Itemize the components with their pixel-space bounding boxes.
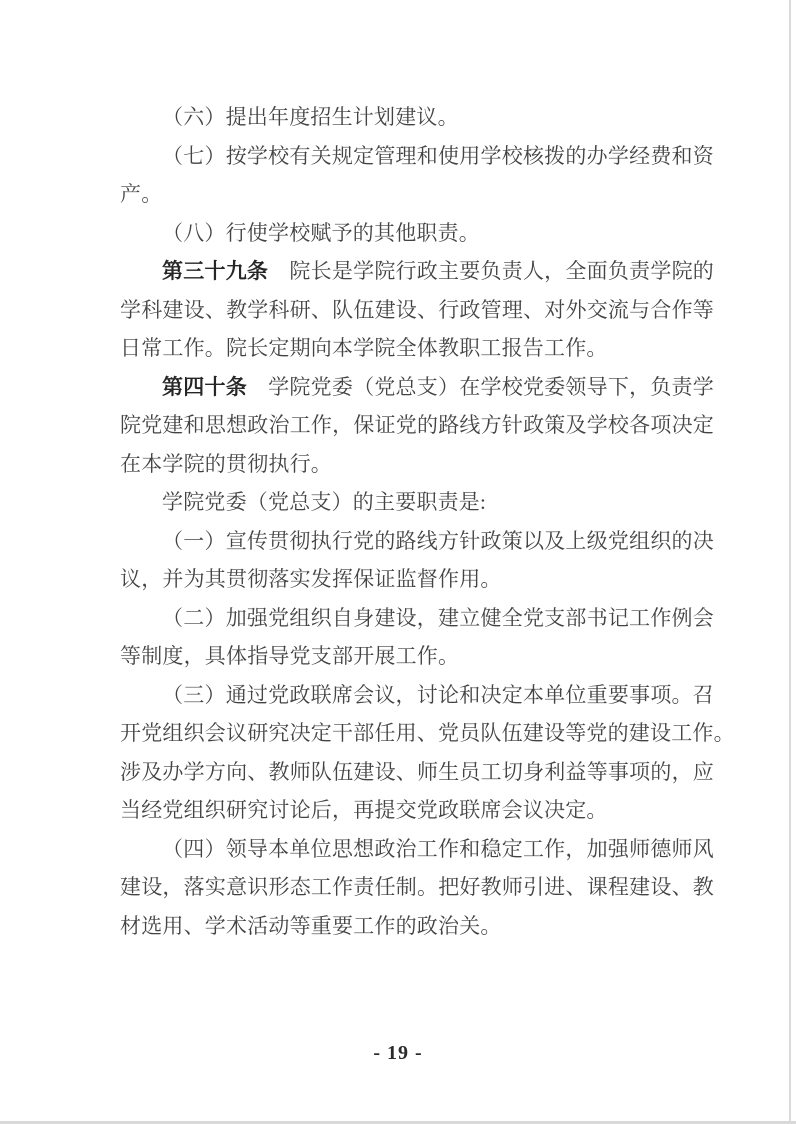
- article-number-heading: 第三十九条: [162, 259, 269, 283]
- text-line: [120, 98, 714, 137]
- text-segment: 在本学院的贯彻执行。: [120, 451, 332, 476]
- text-line: [120, 830, 714, 869]
- text-line: [120, 406, 714, 445]
- text-segment: （三）通过党政联席会议，讨论和决定本单位重要事项。召: [162, 682, 714, 707]
- text-line: [120, 175, 714, 214]
- text-line: [120, 791, 714, 830]
- text-line: [120, 714, 735, 753]
- text-line: [120, 291, 714, 330]
- text-segment: 日常工作。院长定期向本学院全体教职工报告工作。: [120, 336, 608, 360]
- text-line: [120, 329, 714, 368]
- text-segment: 涉及办学方向、教师队伍建设、师生员工切身利益等事项的，应: [120, 759, 714, 784]
- text-segment: 产。: [120, 182, 163, 206]
- text-segment: 议，并为其贯彻落实发挥保证监督作用。: [120, 567, 502, 591]
- text-line: [120, 252, 714, 291]
- text-line: [120, 753, 714, 792]
- text-segment: 学院党委（党总支）的主要职责是:: [162, 490, 487, 514]
- text-line: [120, 637, 714, 676]
- text-segment: （六）提出年度招生计划建议。: [162, 105, 459, 129]
- text-line: [120, 560, 714, 599]
- text-line: [120, 599, 714, 638]
- text-line: [120, 214, 714, 253]
- text-line: [120, 676, 714, 715]
- text-segment: 等制度，具体指导党支部开展工作。: [120, 644, 460, 668]
- text-line: [120, 137, 714, 176]
- text-segment: （四）领导本单位思想政治工作和稳定工作，加强师德师风: [162, 836, 714, 861]
- text-segment: 学院党委（党总支）在学校党委领导下，负责学: [246, 374, 714, 399]
- text-line: [120, 445, 714, 484]
- page-number: - 19 -: [373, 1042, 423, 1064]
- text-segment: （二）加强党组织自身建设，建立健全党支部书记工作例会: [162, 605, 714, 630]
- text-line: [120, 483, 714, 522]
- text-segment: 院长是学院行政主要负责人，全面负责学院的: [268, 259, 715, 283]
- text-segment: 院党建和思想政治工作，保证党的路线方针政策及学校各项决定: [120, 413, 714, 437]
- text-segment: （七）按学校有关规定管理和使用学校核拨的办学经费和资: [162, 143, 714, 168]
- text-segment: 建设，落实意识形态工作责任制。把好教师引进、课程建设、教: [120, 875, 714, 899]
- document-text: [120, 98, 735, 945]
- article-number-heading: 第四十条: [162, 374, 247, 399]
- text-line: [120, 368, 714, 407]
- text-line: [120, 868, 714, 907]
- text-segment: 材选用、学术活动等重要工作的政治关。: [120, 913, 502, 938]
- scan-edge-line-right: [789, 0, 791, 1124]
- text-segment: 学科建设、教学科研、队伍建设、行政管理、对外交流与合作等: [120, 297, 714, 322]
- text-segment: （一）宣传贯彻执行党的路线方针政策以及上级党组织的决: [162, 528, 714, 553]
- text-segment: 当经党组织研究讨论后，再提交党政联席会议决定。: [120, 798, 608, 822]
- text-segment: 开党组织会议研究决定干部任用、党员队伍建设等党的建设工作。: [120, 721, 735, 745]
- text-segment: （八）行使学校赋予的其他职责。: [162, 220, 480, 245]
- text-line: [120, 907, 714, 946]
- text-line: [120, 522, 714, 561]
